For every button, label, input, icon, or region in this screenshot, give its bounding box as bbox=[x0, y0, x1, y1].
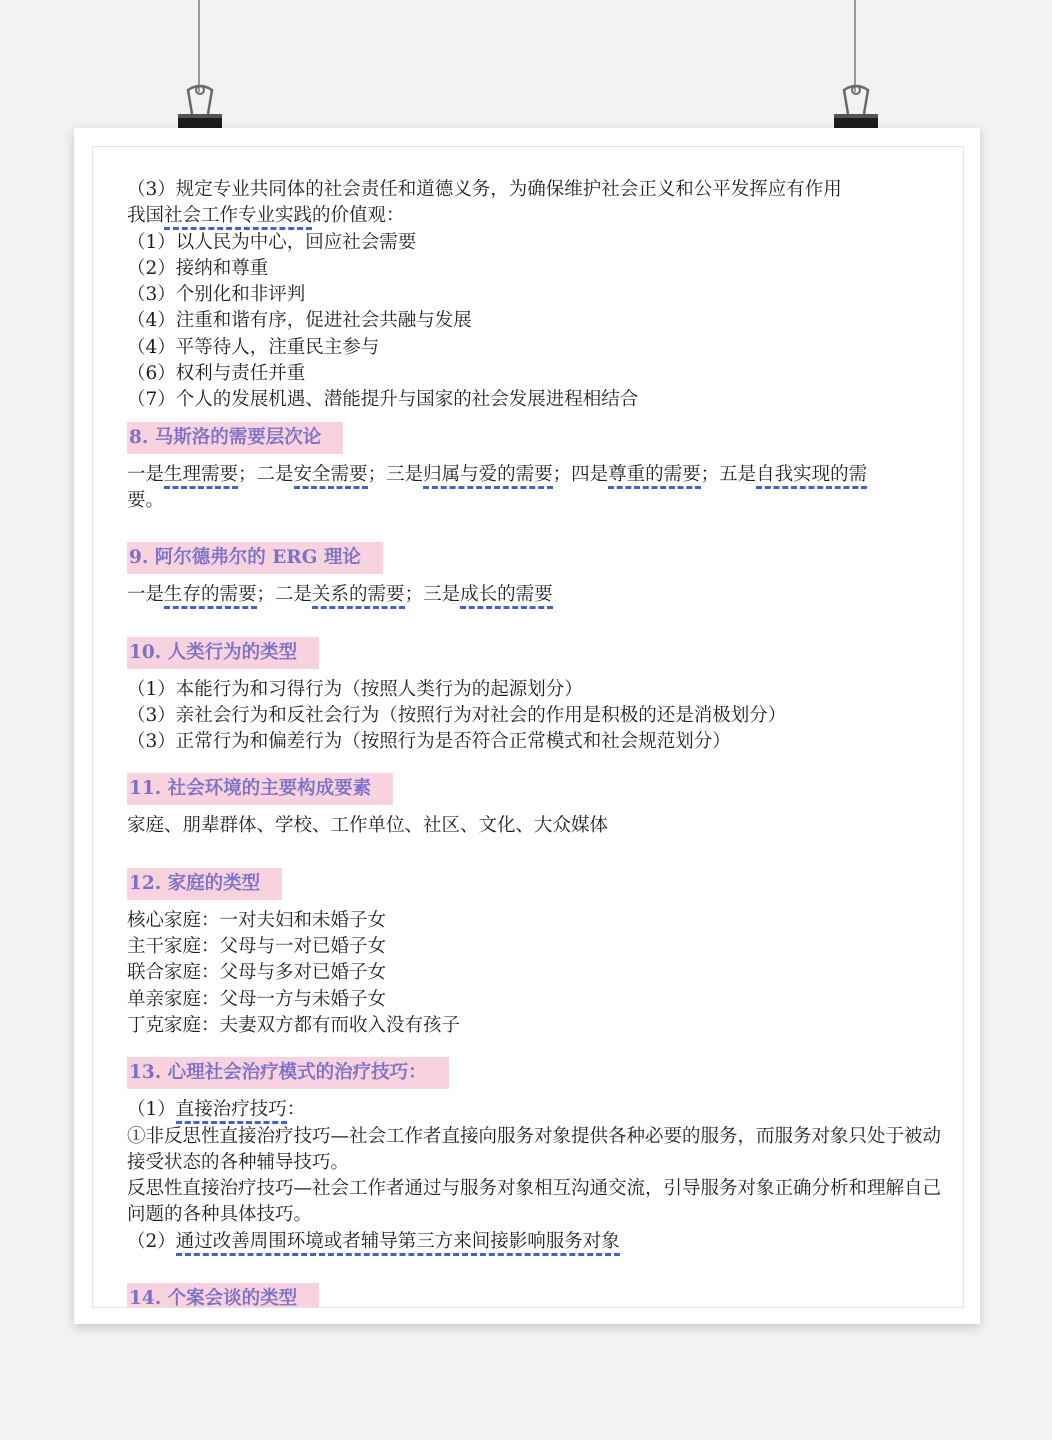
list-item bbox=[127, 1229, 947, 1255]
list-item: （3）个别化和非评判 bbox=[127, 284, 306, 306]
text-span: ；三是 bbox=[404, 584, 461, 606]
section-heading bbox=[127, 422, 947, 454]
paragraph: 反思性直接治疗技巧—社会工作者通过与服务对象相互沟通交流，引导服务对象正确分析和理解自己问题的各种具体技巧。 bbox=[127, 1178, 942, 1226]
list-item: （2）接纳和尊重 bbox=[127, 257, 269, 279]
heading-label: 12. 家庭的类型 bbox=[127, 868, 282, 900]
list-item: （7）个人的发展机遇、潜能提升与国家的社会发展进程相结合 bbox=[127, 389, 639, 411]
text-span: ；二是 bbox=[256, 584, 313, 606]
section-heading bbox=[127, 542, 947, 574]
text-span: ；五是 bbox=[700, 463, 757, 485]
list-item: （3）亲社会行为和反社会行为（按照行为对社会的作用是积极的还是消极划分） bbox=[127, 704, 787, 726]
list-item: （3）正常行为和偏差行为（按照行为是否符合正常模式和社会规范划分） bbox=[127, 731, 731, 753]
heading-label: 11. 社会环境的主要构成要素 bbox=[127, 773, 393, 805]
text-span: 一是 bbox=[127, 584, 165, 606]
paragraph bbox=[127, 462, 947, 515]
underlined-term: 社会工作专业实践 bbox=[164, 205, 312, 230]
section-heading bbox=[127, 773, 947, 805]
text-span: ： bbox=[286, 1099, 306, 1121]
paragraph: ①非反思性直接治疗技巧—社会工作者直接向服务对象提供各种必要的服务，而服务对象只处于被动接受状态的各种辅导技巧。 bbox=[127, 1125, 942, 1173]
list-item: （6）权利与责任并重 bbox=[127, 363, 306, 385]
underlined-term: 生存的需要 bbox=[164, 584, 257, 609]
list-item: 单亲家庭：父母一方与未婚子女 bbox=[127, 988, 387, 1010]
section-heading bbox=[127, 1283, 947, 1308]
text-span: （2） bbox=[127, 1230, 176, 1252]
paragraph bbox=[127, 582, 947, 608]
underlined-term: 成长的需要 bbox=[460, 584, 553, 609]
text-span: 的价值观： bbox=[312, 205, 405, 227]
list-item bbox=[127, 1097, 947, 1123]
underlined-term: 生理需要 bbox=[164, 464, 238, 489]
section-heading bbox=[127, 1057, 947, 1089]
underlined-term: 尊重的需要 bbox=[608, 464, 701, 489]
underlined-term: 归属与爱的需要 bbox=[423, 464, 553, 489]
text-span: 要。 bbox=[127, 489, 165, 511]
paper-inner-frame bbox=[92, 146, 964, 1308]
list-item: 联合家庭：父母与多对已婚子女 bbox=[127, 962, 387, 984]
heading-label: 8. 马斯洛的需要层次论 bbox=[127, 422, 343, 454]
heading-label: 10. 人类行为的类型 bbox=[127, 637, 319, 669]
paragraph: 家庭、朋辈群体、学校、工作单位、社区、文化、大众媒体 bbox=[127, 815, 609, 837]
underlined-term: 关系的需要 bbox=[312, 584, 405, 609]
heading-label: 9. 阿尔德弗尔的 ERG 理论 bbox=[127, 542, 383, 574]
values-intro bbox=[127, 203, 947, 229]
underlined-term: 通过改善周围环境或者辅导第三方来间接影响服务对象 bbox=[176, 1231, 620, 1256]
text-line: （3）规定专业共同体的社会责任和道德义务，为确保维护社会正义和公平发挥应有作用 bbox=[127, 179, 842, 200]
list-item: （4）注重和谐有序，促进社会共融与发展 bbox=[127, 310, 472, 332]
section-heading bbox=[127, 868, 947, 900]
list-item: 核心家庭：一对夫妇和未婚子女 bbox=[127, 909, 387, 931]
hanging-wire-right bbox=[854, 0, 856, 92]
text-span: ；四是 bbox=[552, 463, 609, 485]
list-item: （1）本能行为和习得行为（按照人类行为的起源划分） bbox=[127, 678, 583, 700]
text-span: ；三是 bbox=[367, 463, 424, 485]
paper-sheet bbox=[74, 128, 980, 1324]
text-span: ；二是 bbox=[238, 463, 294, 485]
text-span: （1） bbox=[127, 1099, 176, 1121]
heading-label: 13. 心理社会治疗模式的治疗技巧： bbox=[127, 1057, 449, 1089]
text-span: 我国 bbox=[127, 205, 165, 227]
underlined-term: 直接治疗技巧 bbox=[176, 1099, 287, 1124]
underlined-term: 自我实现的需 bbox=[756, 464, 867, 489]
hanging-wire-left bbox=[198, 0, 200, 92]
list-item: （1）以人民为中心，回应社会需要 bbox=[127, 231, 417, 253]
section-heading bbox=[127, 637, 947, 669]
underlined-term: 安全需要 bbox=[294, 464, 368, 489]
text-span: 一是 bbox=[127, 463, 165, 485]
document-content bbox=[127, 177, 947, 1308]
heading-label: 14. 个案会谈的类型 bbox=[127, 1283, 319, 1308]
list-item: 主干家庭：父母与一对已婚子女 bbox=[127, 936, 387, 958]
list-item: （4）平等待人，注重民主参与 bbox=[127, 336, 380, 358]
list-item: 丁克家庭：夫妻双方都有而收入没有孩子 bbox=[127, 1014, 461, 1036]
